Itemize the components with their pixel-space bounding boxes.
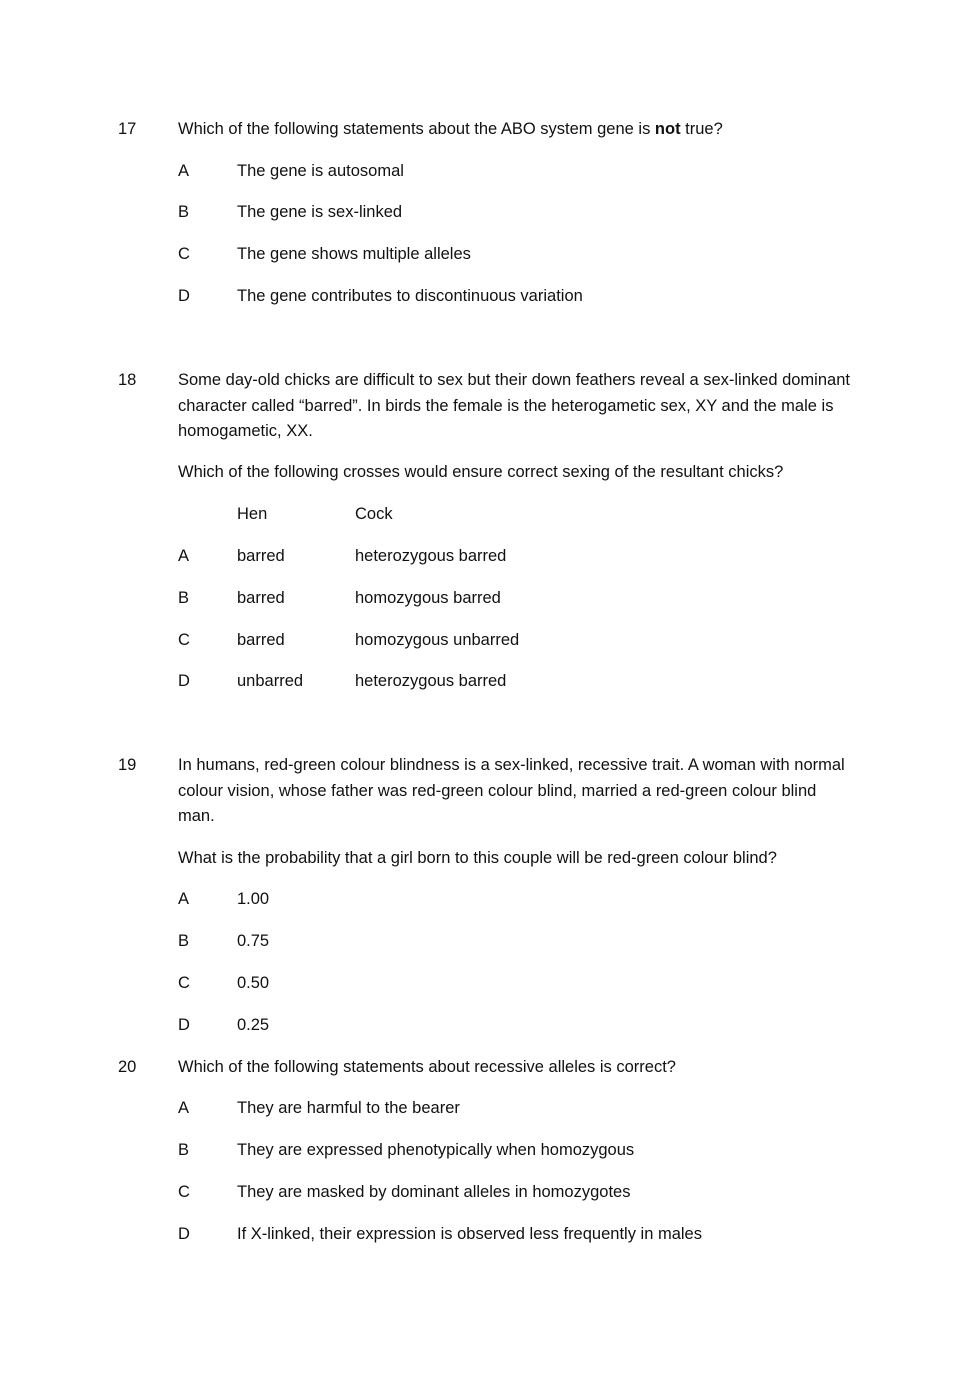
option-text: 0.25 <box>237 1016 270 1034</box>
option-row[interactable] <box>0 1225 978 1249</box>
question-20 <box>0 1058 978 1082</box>
option-letter: A <box>178 547 190 565</box>
option-letter: D <box>178 287 190 305</box>
option-text: The gene shows multiple alleles <box>237 245 471 263</box>
option-letter: B <box>178 932 190 950</box>
option-text: 1.00 <box>237 890 270 908</box>
option-row[interactable] <box>0 245 978 269</box>
option-letter: C <box>178 631 190 649</box>
question-prompt: Which of the following crosses would ensure correct sexing of the resultant chicks? <box>178 463 784 481</box>
option-text: The gene contributes to discontinuous variation <box>237 287 583 305</box>
question-number: 19 <box>118 756 137 774</box>
option-row[interactable] <box>0 672 978 696</box>
option-letter: C <box>178 974 190 992</box>
option-row[interactable] <box>0 974 978 998</box>
option-hen: barred <box>237 589 285 607</box>
option-row[interactable] <box>0 162 978 186</box>
option-row[interactable] <box>0 890 978 914</box>
option-row[interactable] <box>0 1016 978 1040</box>
question-stem: Which of the following statements about the ABO system gene is not true? <box>178 120 723 138</box>
table-header <box>0 505 978 529</box>
question-stem: Which of the following statements about recessive alleles is correct? <box>178 1058 676 1076</box>
option-cock: homozygous barred <box>355 589 501 607</box>
option-hen: barred <box>237 547 285 565</box>
question-stem: Some day-old chicks are difficult to sex but their down feathers reveal a sex-linked dominant character called “barred”. In birds the female is the heterogametic sex, XY and the male is homogametic, XX. <box>178 371 850 440</box>
emphasis-not: not <box>654 120 681 138</box>
option-letter: B <box>178 1141 190 1159</box>
option-letter: B <box>178 589 190 607</box>
option-cock: heterozygous barred <box>355 672 507 690</box>
option-letter: A <box>178 162 190 180</box>
option-hen: unbarred <box>237 672 304 690</box>
option-text: They are expressed phenotypically when homozygous <box>237 1141 635 1159</box>
option-text: 0.75 <box>237 932 270 950</box>
option-row[interactable] <box>0 631 978 655</box>
option-text: They are masked by dominant alleles in homozygotes <box>237 1183 631 1201</box>
option-letter: D <box>178 672 190 690</box>
option-letter: B <box>178 203 190 221</box>
option-hen: barred <box>237 631 285 649</box>
header-hen: Hen <box>237 505 268 523</box>
option-letter: A <box>178 890 190 908</box>
option-text: The gene is autosomal <box>237 162 404 180</box>
option-letter: C <box>178 245 190 263</box>
option-row[interactable] <box>0 203 978 227</box>
question-number: 18 <box>118 371 137 389</box>
option-letter: D <box>178 1225 190 1243</box>
option-text: The gene is sex-linked <box>237 203 403 221</box>
option-row[interactable] <box>0 1099 978 1123</box>
option-row[interactable] <box>0 1141 978 1165</box>
option-row[interactable] <box>0 1183 978 1207</box>
option-letter: A <box>178 1099 190 1117</box>
question-number: 17 <box>118 120 137 138</box>
option-row[interactable] <box>0 589 978 613</box>
option-letter: C <box>178 1183 190 1201</box>
question-stem: In humans, red-green colour blindness is a sex-linked, recessive trait. A woman with normal colour vision, whose father was red-green colour blind, married a red-green colour blind man. <box>178 756 845 825</box>
option-text: They are harmful to the bearer <box>237 1099 460 1117</box>
option-row[interactable] <box>0 547 978 571</box>
option-letter: D <box>178 1016 190 1034</box>
option-cock: heterozygous barred <box>355 547 507 565</box>
option-row[interactable] <box>0 932 978 956</box>
option-text: If X-linked, their expression is observed less frequently in males <box>237 1225 702 1243</box>
option-text: 0.50 <box>237 974 270 992</box>
header-cock: Cock <box>355 505 393 523</box>
question-prompt: What is the probability that a girl born to this couple will be red-green colour blind? <box>178 849 777 867</box>
option-row[interactable] <box>0 287 978 311</box>
question-number: 20 <box>118 1058 137 1076</box>
option-cock: homozygous unbarred <box>355 631 520 649</box>
